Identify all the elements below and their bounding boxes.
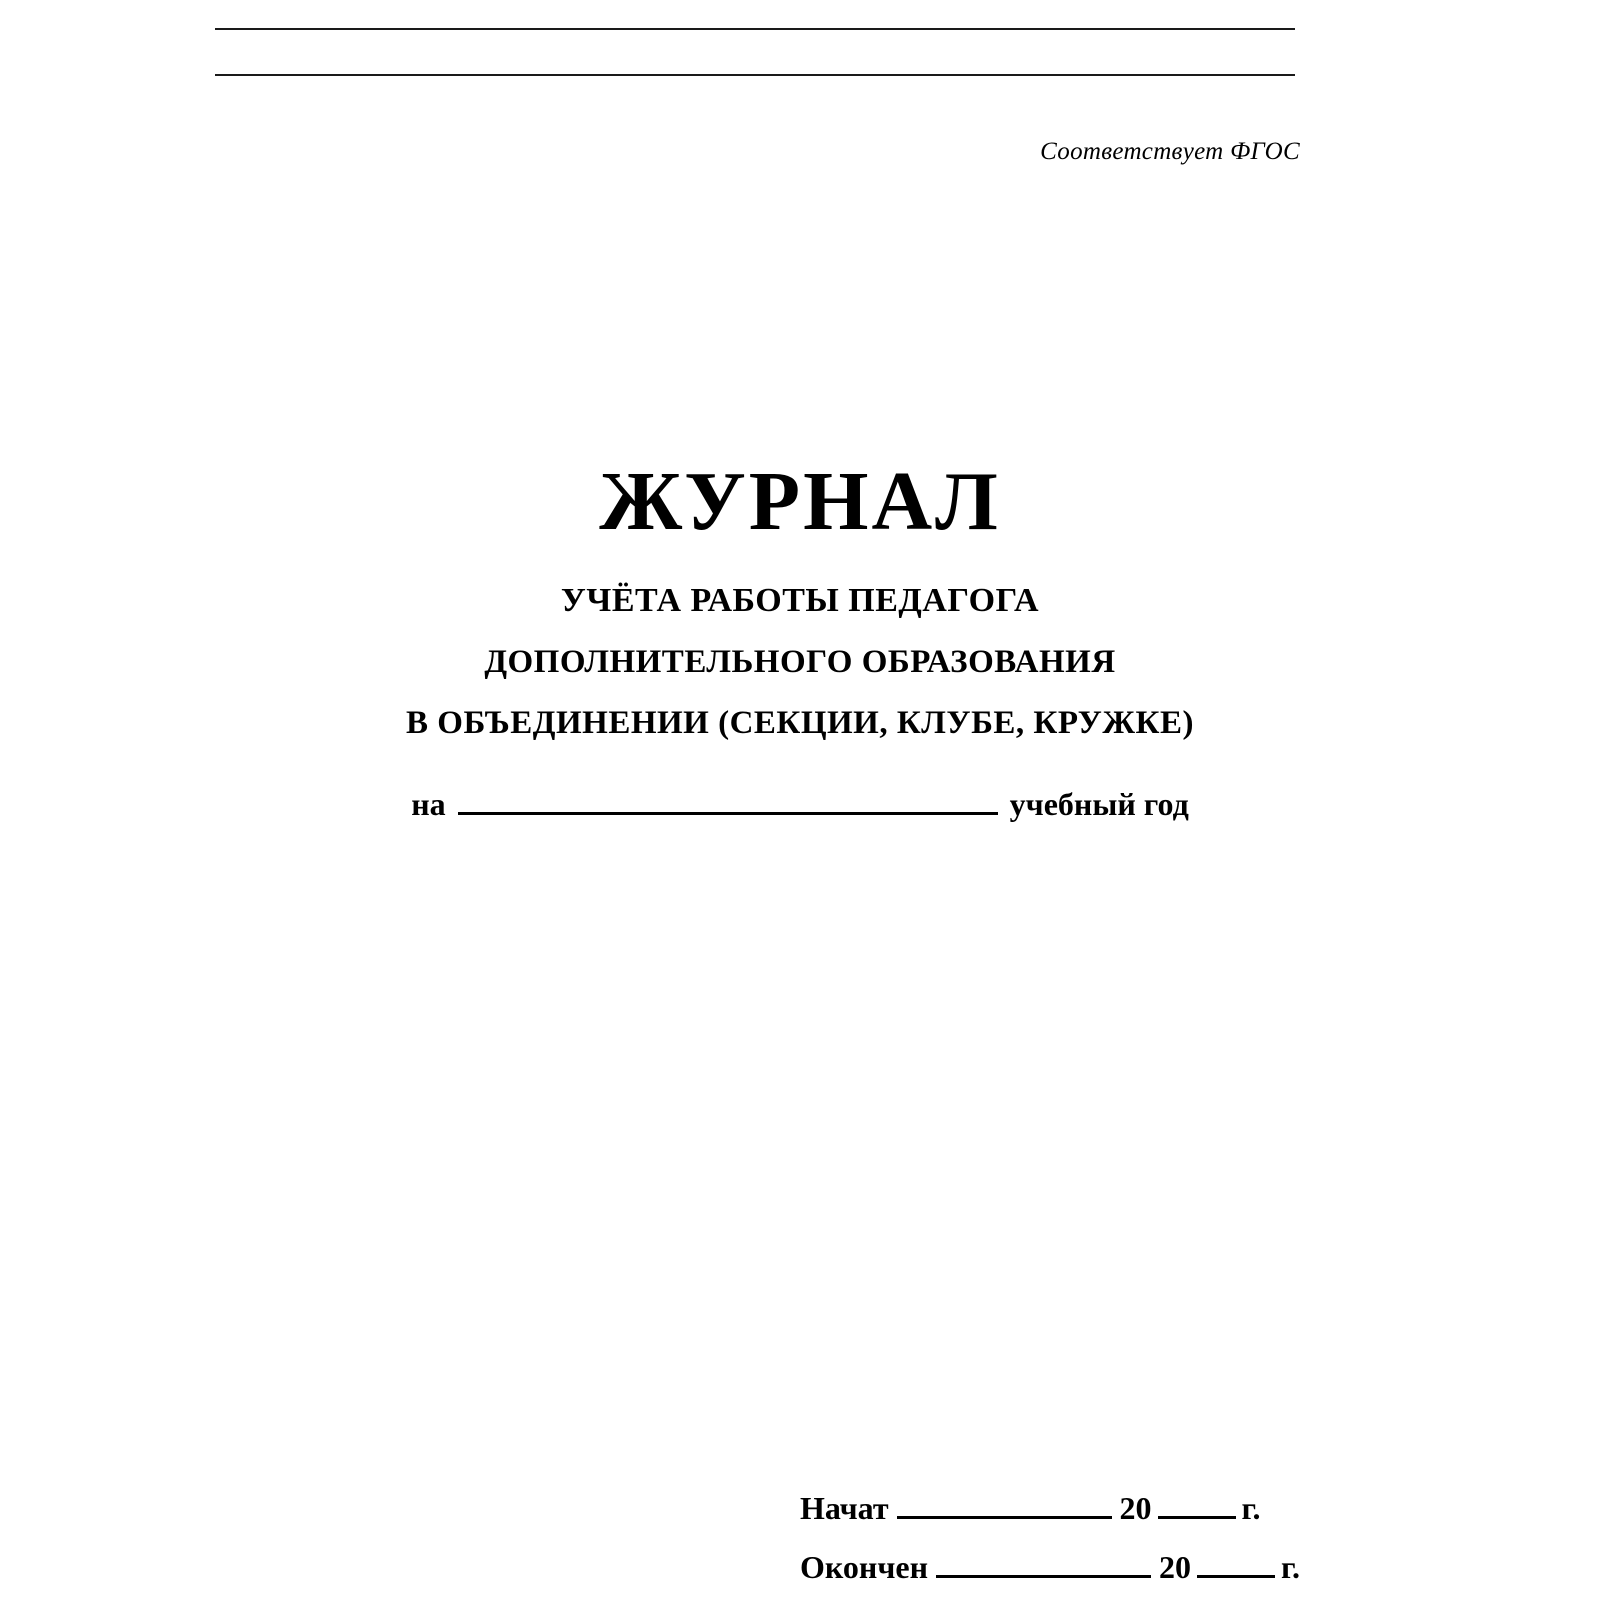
subtitle-line-1: УЧЁТА РАБОТЫ ПЕДАГОГА xyxy=(560,582,1040,619)
page-title: ЖУРНАЛ xyxy=(599,455,1001,548)
started-year-prefix: 20 xyxy=(1119,1490,1152,1526)
finished-date-input[interactable] xyxy=(936,1551,1151,1578)
top-blank-rules xyxy=(215,28,1295,120)
academic-year-input[interactable] xyxy=(458,786,998,815)
blank-write-line-1 xyxy=(215,28,1295,30)
started-date-input[interactable] xyxy=(897,1492,1112,1519)
academic-year-prefix: на xyxy=(411,786,446,822)
finished-row xyxy=(0,1549,1600,1586)
subtitle-line-3: В ОБЪЕДИНЕНИИ (СЕКЦИИ, КЛУБЕ, КРУЖКЕ) xyxy=(406,705,1194,741)
started-year-input[interactable] xyxy=(1158,1492,1236,1519)
academic-year-suffix: учебный год xyxy=(1009,786,1189,822)
academic-year-line xyxy=(0,786,1600,823)
fgos-compliance-note: Соответствует ФГОС xyxy=(1040,138,1300,165)
subtitle-line-2: ДОПОЛНИТЕЛЬНОГО ОБРАЗОВАНИЯ xyxy=(484,644,1116,680)
finished-label: Окончен xyxy=(800,1549,929,1585)
title-block xyxy=(0,455,1600,823)
dates-block xyxy=(0,1490,1600,1608)
blank-write-line-2 xyxy=(215,74,1295,76)
started-year-unit: г. xyxy=(1241,1490,1261,1526)
finished-year-prefix: 20 xyxy=(1159,1549,1192,1585)
started-row xyxy=(0,1490,1600,1527)
started-label: Начат xyxy=(800,1490,889,1526)
finished-year-unit: г. xyxy=(1281,1549,1300,1585)
finished-year-input[interactable] xyxy=(1197,1551,1275,1578)
